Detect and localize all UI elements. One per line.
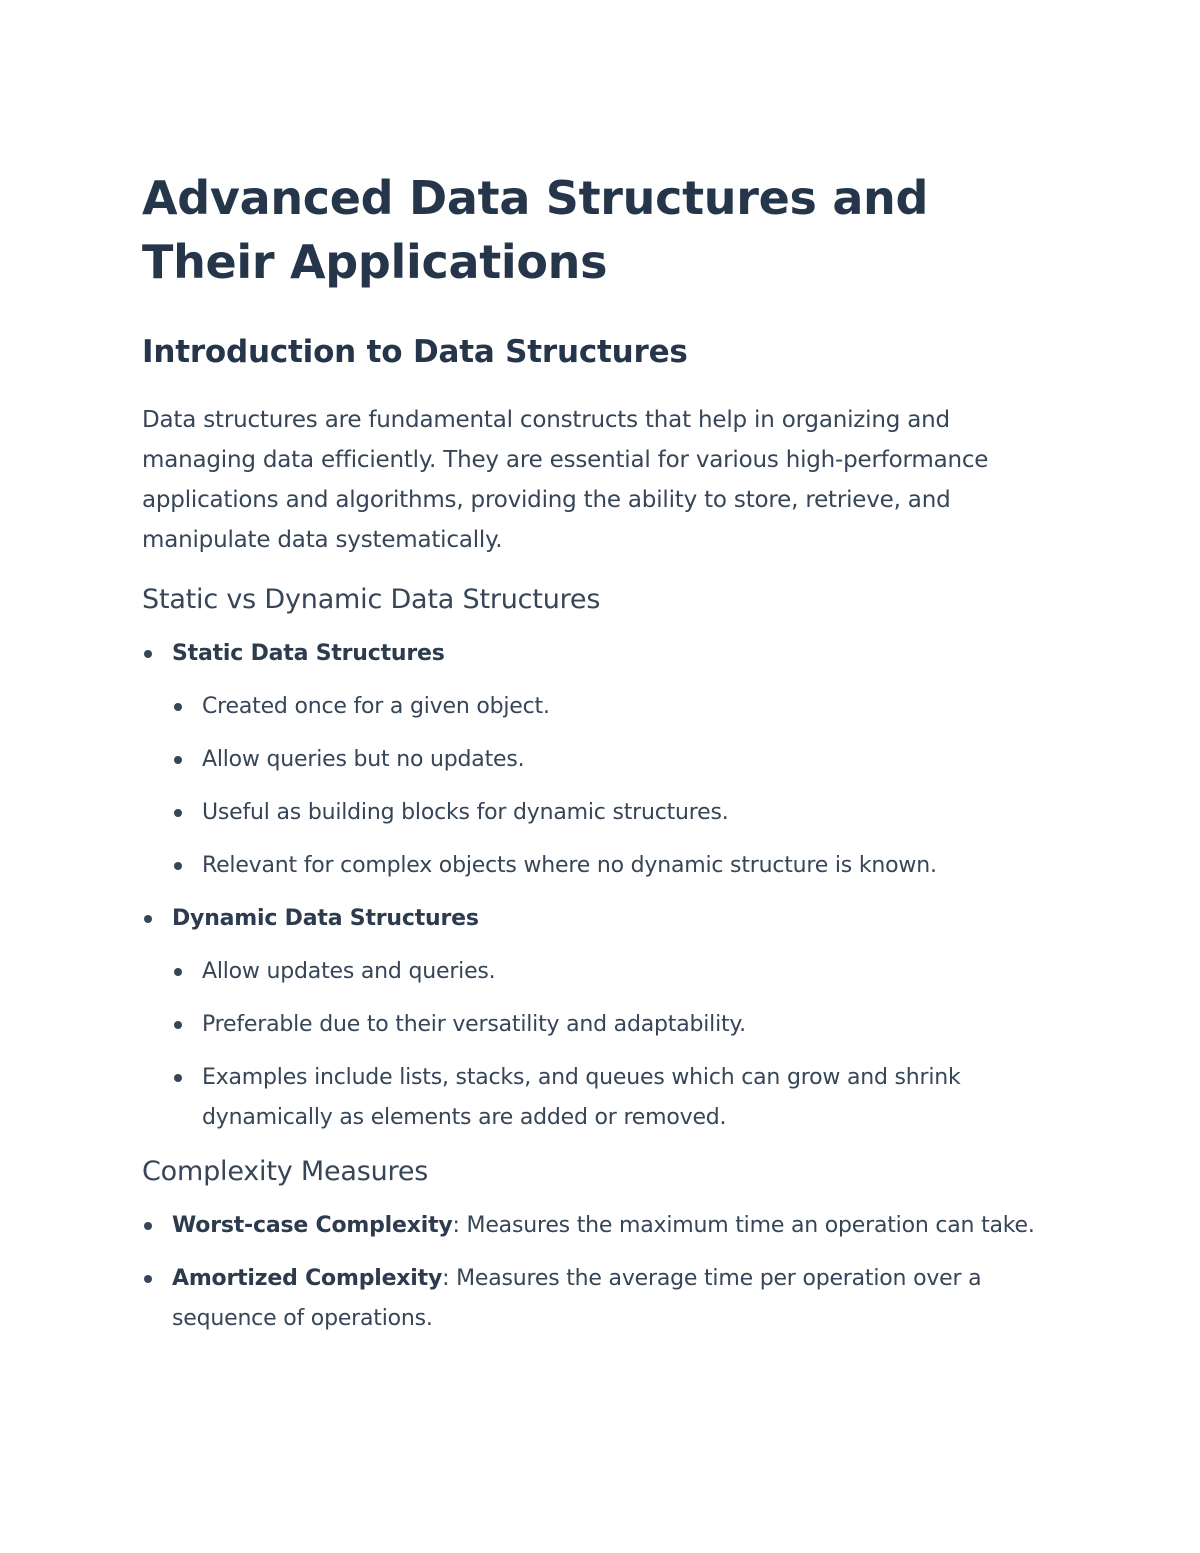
term-worst-case: Worst-case Complexity bbox=[172, 1213, 453, 1238]
dynamic-sublist bbox=[172, 952, 1060, 1138]
bullet-icon bbox=[144, 1275, 152, 1283]
list-item-dynamic bbox=[142, 899, 1060, 1138]
bullet-icon bbox=[144, 1222, 152, 1230]
subsection-heading-static-dynamic: Static vs Dynamic Data Structures bbox=[142, 584, 601, 615]
list-item bbox=[172, 793, 1060, 833]
list-item bbox=[172, 1005, 1060, 1045]
list-item-text: Created once for a given object. bbox=[202, 694, 550, 719]
list-item-text: Allow updates and queries. bbox=[202, 959, 496, 984]
static-label: Static Data Structures bbox=[172, 641, 445, 666]
bullet-icon bbox=[144, 915, 152, 923]
list-item bbox=[172, 1058, 1060, 1138]
list-item-text: Allow queries but no updates. bbox=[202, 747, 525, 772]
list-item-amortized bbox=[142, 1259, 1060, 1339]
list-item-text: Preferable due to their versatility and adaptability. bbox=[202, 1012, 746, 1037]
bullet-icon bbox=[174, 862, 182, 870]
intro-paragraph: Data structures are fundamental constructs that help in organizing and managing data efficiently. They are essential for various high-performance applications and algorithms, providing the ability to store, retrieve, and manipulate data systematically. bbox=[142, 407, 989, 553]
bullet-icon bbox=[174, 809, 182, 817]
list-item-text: Relevant for complex objects where no dynamic structure is known. bbox=[202, 853, 937, 878]
list-item bbox=[172, 952, 1060, 992]
subsection-heading-complexity: Complexity Measures bbox=[142, 1156, 429, 1187]
desc-amortized: : Measures the average time per operation over a sequence of operations. bbox=[172, 1266, 982, 1331]
complexity-list bbox=[142, 1206, 1060, 1339]
bullet-icon bbox=[144, 650, 152, 658]
bullet-icon bbox=[174, 1074, 182, 1082]
desc-worst-case: : Measures the maximum time an operation can take. bbox=[452, 1213, 1035, 1238]
bullet-icon bbox=[174, 703, 182, 711]
bullet-icon bbox=[174, 756, 182, 764]
list-item-static bbox=[142, 634, 1060, 886]
document-title: Advanced Data Structures and Their Applications bbox=[142, 171, 929, 289]
list-item-text: Useful as building blocks for dynamic structures. bbox=[202, 800, 729, 825]
bullet-icon bbox=[174, 1021, 182, 1029]
static-dynamic-list bbox=[142, 634, 1060, 1138]
list-item-worst-case bbox=[142, 1206, 1060, 1246]
list-item bbox=[172, 687, 1060, 727]
term-amortized: Amortized Complexity bbox=[172, 1266, 443, 1291]
static-sublist bbox=[172, 687, 1060, 886]
section-heading: Introduction to Data Structures bbox=[142, 334, 688, 370]
list-item bbox=[172, 846, 1060, 886]
list-item bbox=[172, 740, 1060, 780]
bullet-icon bbox=[174, 968, 182, 976]
list-item-text: Examples include lists, stacks, and queues which can grow and shrink dynamically as elements are added or removed. bbox=[202, 1065, 961, 1130]
dynamic-label: Dynamic Data Structures bbox=[172, 906, 479, 931]
